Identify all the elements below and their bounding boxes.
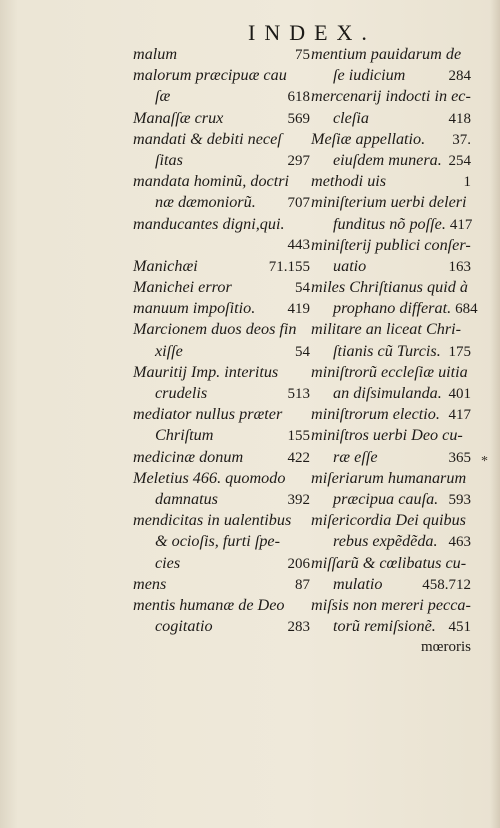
index-entry-text: mens (133, 574, 167, 593)
index-entry-page-number: 707 (287, 195, 310, 212)
index-entry (133, 616, 310, 637)
index-entry (311, 171, 471, 192)
index-entry (133, 192, 310, 213)
index-entry (133, 574, 310, 595)
index-entry (133, 319, 310, 340)
index-entry-text: miſsis non mereri pecca- (311, 595, 471, 614)
index-entry-text: miniſtros uerbi Deo cu- (311, 426, 463, 445)
index-entry (311, 616, 471, 637)
index-entry-text: miniſterij publici conſer- (311, 235, 471, 254)
index-entry (133, 553, 310, 574)
index-entry (311, 447, 471, 468)
index-entry-text: mentis humanæ de Deo (133, 595, 285, 614)
index-entry-text: crudelis (155, 384, 208, 402)
index-entry-text: Meletius 466. quomodo (133, 468, 286, 487)
index-entry-page-number: 684 (455, 301, 478, 318)
index-entry (133, 425, 310, 446)
index-entry (133, 86, 310, 107)
index-entry (311, 404, 471, 425)
index-entry (133, 468, 310, 489)
index-entry-page-number: 284 (448, 68, 471, 85)
index-entry-text: damnatus (155, 489, 218, 508)
index-entry (133, 129, 310, 150)
index-entry-page-number: 206 (287, 555, 310, 572)
index-entry (311, 574, 471, 595)
index-entry (311, 341, 471, 362)
index-entry-text: Chriſtum (155, 426, 214, 445)
index-entry (133, 298, 310, 319)
index-entry-text: manducantes digni,qui. (133, 214, 285, 233)
index-entry-text: ſtianis cũ Turcis. (333, 341, 441, 360)
index-entry (311, 468, 471, 489)
index-entry-text: miſſarũ & cœlibatus cu- (311, 553, 467, 572)
index-entry (311, 383, 471, 404)
index-entry-text: ſitas (155, 150, 183, 169)
index-entry (311, 319, 471, 340)
index-entry (133, 277, 310, 298)
index-entry (311, 256, 471, 277)
index-entry-page-number: 593 (448, 491, 471, 508)
index-entry (133, 108, 310, 129)
index-entry (311, 277, 471, 298)
index-entry-page-number: 618 (287, 89, 310, 106)
index-entry (311, 86, 471, 107)
index-entry-page-number: 513 (287, 386, 310, 402)
index-entry-page-number: 71.155 (268, 258, 310, 275)
index-entry-page-number: 297 (287, 152, 310, 169)
index-entry (311, 129, 471, 150)
index-entry-text: ſæ (155, 87, 171, 106)
index-entry-text: torũ remiſsionẽ. (333, 617, 436, 636)
index-entry-page-number: 417 (449, 216, 473, 233)
index-entry-text: Meſiæ appellatio. (311, 129, 426, 148)
index-entry-text: Mauritij Imp. interitus (133, 362, 279, 381)
index-entry (133, 447, 310, 468)
index-entry (311, 214, 471, 235)
index-entry-text: methodi uis (311, 172, 387, 191)
index-entry (133, 341, 310, 362)
index-entry-text: miniſtrorũ eccleſiæ uitia (311, 362, 468, 381)
index-entry-text: mandata hominũ, doctri (133, 172, 290, 191)
index-entry (311, 510, 471, 531)
index-entry (133, 214, 310, 235)
index-entry-page-number: 365 (448, 449, 471, 466)
index-entry (311, 298, 478, 319)
index-entry-text: malorum præcipuæ cau (133, 66, 287, 85)
index-entry-text: ſe iudicium (333, 66, 406, 85)
index-entry (311, 595, 471, 616)
index-entry-text: miniſtrorum electio. (311, 405, 440, 424)
index-entry-text: miſeriarum humanarum (311, 468, 467, 487)
index-entry-text: mercenarij indocti in ec- (311, 87, 471, 106)
index-entry-page-number: 569 (287, 110, 310, 127)
index-entry (133, 235, 310, 256)
index-entry-text: mulatio (333, 574, 383, 593)
index-entry-page-number: 54 (295, 280, 310, 297)
index-entry-page-number: 418 (448, 110, 471, 127)
index-entry-page-number: 392 (287, 491, 310, 508)
index-entry (311, 150, 471, 171)
index-entry (133, 489, 310, 510)
index-entry-text: mediator nullus præter (133, 405, 283, 424)
index-entry-page-number: 283 (287, 619, 310, 636)
index-entry (311, 489, 471, 510)
index-entry (311, 235, 471, 256)
index-entry (311, 637, 471, 658)
index-entry-text: miles Chriſtianus quid à (311, 278, 468, 297)
index-entry-page-number: 1 (463, 174, 471, 191)
index-entry (311, 425, 471, 446)
index-entry-text: uatio (333, 256, 367, 275)
index-entry-page-number: 163 (448, 258, 471, 275)
index-entry (133, 404, 310, 425)
index-entry-page-number: 419 (287, 301, 310, 318)
index-column-left (133, 44, 310, 637)
page-header-index: INDEX. (248, 20, 376, 45)
index-entry-page-number: 422 (287, 449, 310, 466)
index-entry (311, 65, 471, 86)
index-entry (133, 383, 310, 404)
index-entry-text: & ocioſis, furti ſpe- (155, 532, 280, 551)
page-edge-shadow (490, 0, 500, 828)
index-entry-page-number: mœroris (421, 639, 471, 656)
index-entry-text: mendicitas in ualentibus (133, 511, 292, 530)
index-entry (133, 256, 310, 277)
index-entry (311, 108, 471, 129)
index-entry-text: Manichæi (133, 256, 198, 275)
index-entry-text: cies (155, 553, 181, 572)
index-entry (311, 44, 471, 65)
index-entry-text: cleſia (333, 108, 369, 127)
index-entry-text: ræ eſſe (333, 447, 378, 466)
index-entry-text: xiſſe (155, 341, 183, 360)
index-entry-text: Manichei error (133, 278, 232, 297)
index-entry-page-number: 417 (448, 407, 471, 424)
index-entry (133, 531, 310, 552)
index-entry-page-number: 75 (295, 47, 310, 63)
index-entry-page-number: 175 (448, 343, 471, 360)
index-entry (133, 595, 310, 616)
index-entry-page-number: 401 (448, 386, 471, 402)
index-entry (311, 362, 471, 383)
index-entry (133, 150, 310, 171)
index-entry-text: rebus expẽdẽda. (333, 532, 438, 551)
index-entry-page-number: 451 (448, 619, 471, 636)
index-entry-text: miniſterium uerbi deleri (311, 193, 467, 212)
index-entry-text: mandati & debiti neceſ (133, 129, 282, 148)
marginal-mark: * (481, 454, 488, 469)
index-entry (311, 531, 471, 552)
index-entry-text: præcipua cauſa. (333, 489, 439, 508)
index-entry-page-number: 458.712 (422, 576, 471, 593)
index-entry (311, 192, 471, 213)
index-entry-text: medicinæ donum (133, 447, 244, 466)
index-entry-text: cogitatio (155, 617, 213, 636)
index-entry-page-number: 155 (287, 428, 310, 445)
index-entry (133, 510, 310, 531)
index-entry (311, 553, 471, 574)
index-entry-text: eiuſdem munera. (333, 150, 442, 169)
index-column-right (311, 44, 478, 658)
index-entry-text: funditus nõ poſſe. (333, 214, 446, 233)
index-entry (133, 65, 310, 86)
index-entry (133, 171, 310, 192)
index-entry-text: militare an liceat Chri- (311, 320, 462, 339)
index-entry-text: manuum impoſitio. (133, 299, 256, 318)
index-entry (133, 362, 310, 383)
index-entry-text: Marcionem duos deos fin (133, 320, 297, 339)
index-entry-text: Manaſſæ crux (133, 108, 224, 127)
index-entry-page-number: 443 (287, 236, 310, 253)
index-entry-text: malum (133, 45, 178, 63)
index-entry-text: prophano differat. (333, 299, 452, 318)
index-entry-page-number: 54 (295, 343, 310, 360)
index-entry-text: miſericordia Dei quibus (311, 511, 466, 530)
index-entry-page-number: 37. (452, 131, 471, 148)
index-entry-text: an diſsimulanda. (333, 384, 442, 402)
index-entry-text: næ dæmoniorũ. (155, 193, 256, 212)
index-entry (133, 44, 310, 65)
index-entry-page-number: 87 (295, 576, 310, 593)
index-entry-text: mentium pauidarum de (311, 45, 462, 63)
index-entry-page-number: 463 (448, 534, 471, 551)
index-entry-page-number: 254 (448, 152, 471, 169)
